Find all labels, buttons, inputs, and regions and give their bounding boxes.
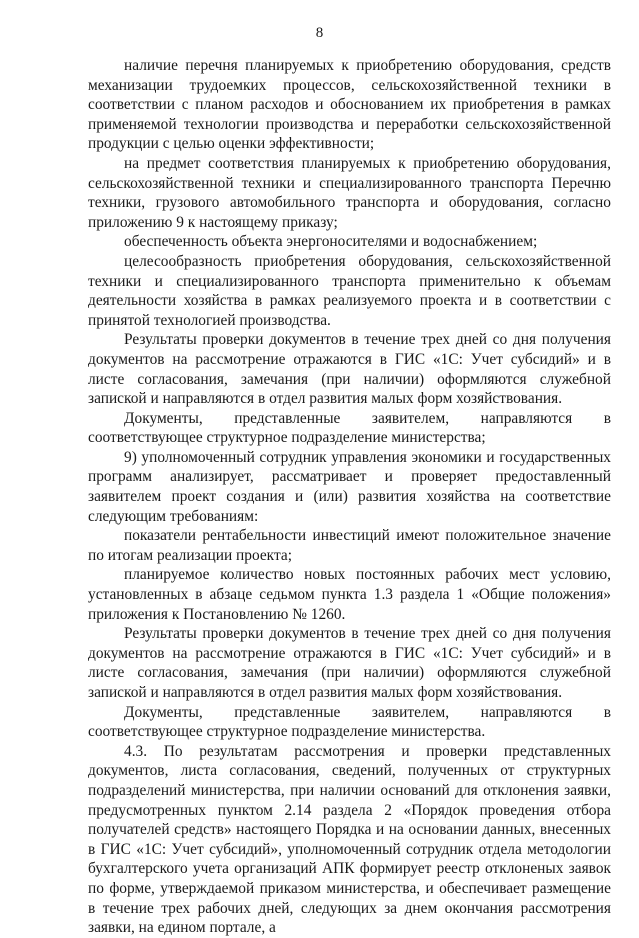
paragraph-new-jobs: планируемое количество новых постоянных рабочих мест условию, установленных в абзаце седьмом пункта 1.3 раздела 1 «Общие положения» приложения к Постановлению № 1260. <box>88 566 611 623</box>
paragraph-check-results: Результаты проверки документов в течение трех дней со дня получения документов на рассмотрение отражаются в ГИС «1С: Учет субсидий» и в листе согласования, замечания (при наличии) оформляются служебной запиской и направляются в отдел развития малых форм хозяйствования. <box>88 331 611 408</box>
paragraph-check-results-2: Результаты проверки документов в течение трех дней со дня получения документов на рассмотрение отражаются в ГИС «1С: Учет субсидий» и в листе согласования, замечания (при наличии) оформляются служебной запиской и направляются в отдел развития малых форм хозяйствования. <box>88 625 611 701</box>
paragraph-profitability: показатели рентабельности инвестиций имеют положительное значение по итогам реализации проекта; <box>88 527 611 564</box>
page-number: 8 <box>315 25 324 41</box>
paragraph-documents-forwarding: Документы, представленные заявителем, направляются в соответствующее структурное подразделение министерства; <box>88 409 611 447</box>
paragraph-item-9: 9) уполномоченный сотрудник управления экономики и государственных программ анализирует, рассматривает и проверяет предоставленный заявителем проект создания и (или) развития хозяйства на соответствие следующим требованиям: <box>88 448 611 525</box>
paragraph-section-4-3: 4.3. По результатам рассмотрения и проверки представленных документов, листа согласования, сведений, полученных от структурных подразделений министерства, при наличии оснований для отклонения заявки, предусмотренных пунктом 2.14 раздела 2 «Порядок проведения отбора получателей средств» настоящего Порядка и на основании данных, внесенных в ГИС «1С: Учет субсидий», уполномоченный сотрудник отдела методологии бухгалтерского учета организаций АПК формирует реестр отклоненых заявок по форме, утверждаемой приказом министерства, и обеспечивает размещение в течение трех рабочих дней, следующих за днем окончания рассмотрения заявки, на едином портале, а <box>88 742 611 937</box>
document-body <box>88 56 611 938</box>
paragraph-equipment-expediency: целесообразность приобретения оборудования, сельскохозяйственной техники и специализированного транспорта применительно к объемам деятельности хозяйства в рамках реализуемого проекта и в соответствии с принятой технологией производства. <box>88 252 611 329</box>
paragraph-equipment-compliance: на предмет соответствия планируемых к приобретению оборудования, сельскохозяйственной техники и специализированного транспорта Перечню техники, грузового автомобильного транспорта и оборудования, согласно приложению 9 к настоящему приказу; <box>88 154 611 231</box>
paragraph-energy-supply: обеспеченность объекта энергоносителями и водоснабжением; <box>124 233 538 251</box>
paragraph-equipment-list: наличие перечня планируемых к приобретению оборудования, средств механизации трудоемких процессов, сельскохозяйственной техники в соответствии с планом расходов и обоснованием их приобретения в рамках применяемой технологии производства и переработки сельскохозяйственной продукции с целью оценки эффективности; <box>88 57 611 153</box>
paragraph-documents-forwarding-2: Документы, представленные заявителем, направляются в соответствующее структурное подразделение министерства. <box>88 703 611 741</box>
